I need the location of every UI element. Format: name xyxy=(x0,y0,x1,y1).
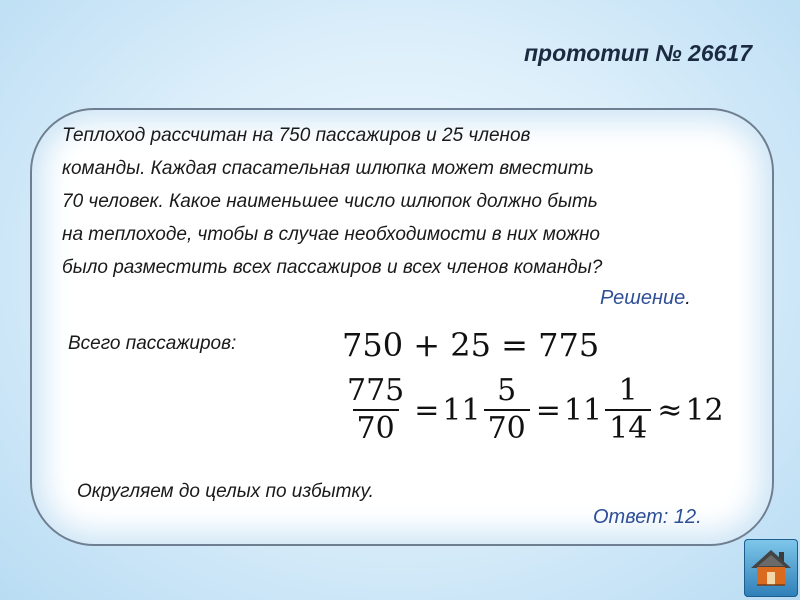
equals-sign: = xyxy=(535,392,561,428)
fraction-numerator: 1 xyxy=(618,373,638,408)
whole-part: 11 xyxy=(563,392,603,428)
sum-equation: 750 + 25 = 775 xyxy=(342,326,600,364)
home-icon xyxy=(749,546,793,590)
problem-line: на теплоходе, чтобы в случае необходимости в них можно xyxy=(62,224,601,245)
whole-part: 11 xyxy=(442,392,481,428)
fraction-775-70 xyxy=(343,373,408,447)
problem-line: Теплоход рассчитан на 750 пассажиров и 25 членов xyxy=(62,125,531,146)
problem-line: 70 человек. Какое наименьшее число шлюпок должно быть xyxy=(62,191,598,212)
equals-sign: = xyxy=(414,392,440,428)
problem-text xyxy=(62,119,758,284)
solution-dot: . xyxy=(685,287,691,309)
answer-text: Ответ: 12. xyxy=(593,506,702,528)
fraction-numerator: 5 xyxy=(497,373,517,408)
division-equation xyxy=(340,368,724,452)
solution-heading xyxy=(600,287,691,310)
fraction-denominator: 70 xyxy=(484,409,530,447)
rounded-result: 12 xyxy=(685,392,724,428)
fraction-denominator: 70 xyxy=(353,409,399,447)
solution-label: Решение xyxy=(600,287,686,309)
total-passengers-label: Всего пассажиров: xyxy=(68,333,237,354)
home-button[interactable] xyxy=(744,539,798,597)
approx-sign: ≈ xyxy=(657,392,683,428)
rounding-note: Округляем до целых по избытку. xyxy=(77,481,374,502)
fraction-1-14 xyxy=(605,373,651,447)
problem-line: было разместить всех пассажиров и всех членов команды? xyxy=(62,257,603,278)
fraction-denominator: 14 xyxy=(605,409,651,447)
problem-line: команды. Каждая спасательная шлюпка может вместить xyxy=(62,158,594,179)
fraction-5-70 xyxy=(484,373,530,447)
slide-title: прототип № 26617 xyxy=(524,40,752,66)
fraction-numerator: 775 xyxy=(347,373,405,408)
